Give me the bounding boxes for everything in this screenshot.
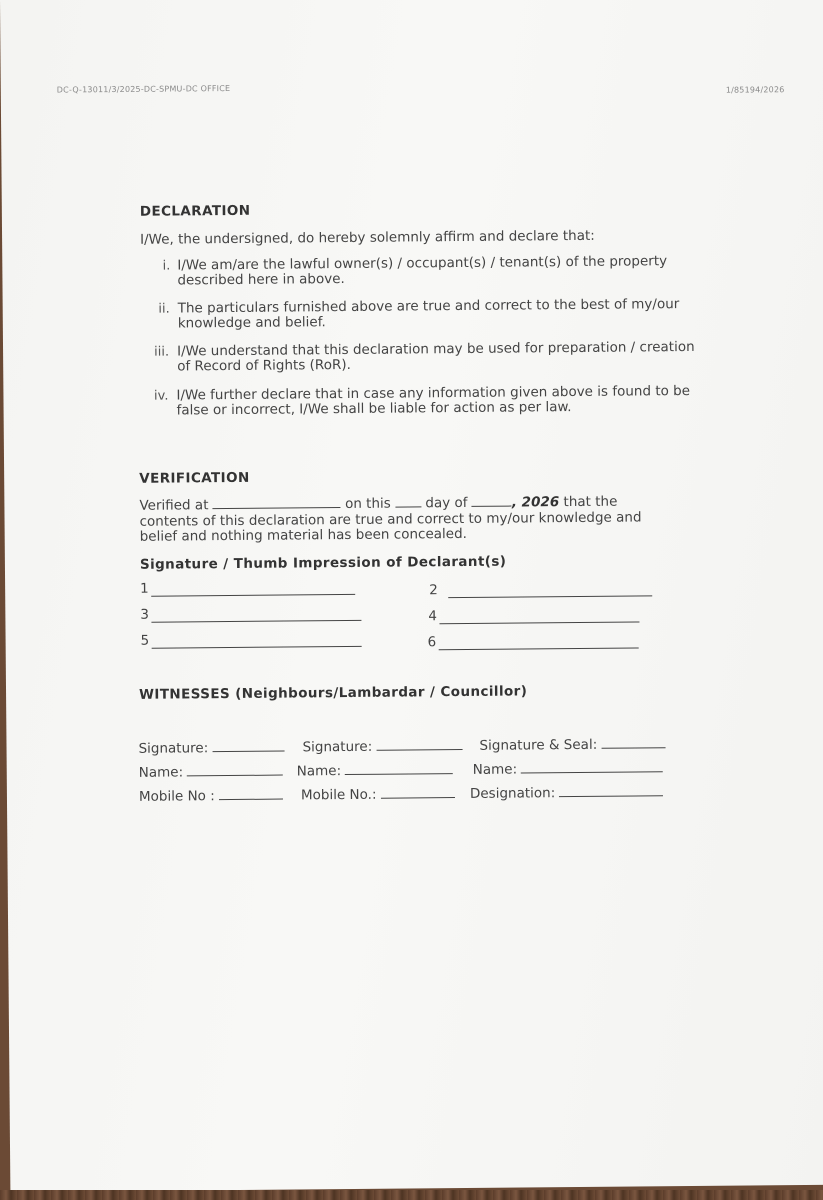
verification-heading: VERIFICATION: [139, 469, 250, 487]
designation-label: Designation:: [469, 785, 556, 802]
declarant-number: 5: [140, 632, 150, 649]
witnesses-heading: WITNESSES (Neighbours/Lambardar / Councillor): [138, 683, 528, 703]
designation-blank[interactable]: [559, 794, 663, 797]
verification-statement: that the contents of this declaration are true and correct to my/our knowledge and belief and nothing material has been concealed.: [139, 493, 642, 545]
name-label: Name:: [296, 763, 342, 780]
declarant-number: 3: [140, 606, 150, 623]
name-blank[interactable]: [345, 772, 453, 775]
name-label: Name:: [472, 761, 518, 778]
declaration-item-number: iii.: [154, 344, 170, 360]
declaration-heading: DECLARATION: [139, 202, 251, 220]
signature-blank[interactable]: [212, 750, 284, 753]
declaration-item-text: The particulars furnished above are true and correct to the best of my/our knowledge and belief.: [177, 296, 680, 332]
declaration-item-text: I/We understand that this declaration may be used for preparation / creation of Record of Rights (RoR).: [177, 338, 695, 375]
declarant-signature-1[interactable]: [140, 579, 355, 597]
declaration-item-text: I/We further declare that in case any information given above is found to be false or incorrect, I/We shall be liable for action as per law.: [176, 382, 691, 419]
declarant-signature-2[interactable]: [429, 580, 652, 598]
witness-3-designation[interactable]: [470, 784, 663, 802]
declarant-signature-4[interactable]: [428, 606, 639, 624]
mobile-blank[interactable]: [219, 798, 283, 801]
declaration-item-number: ii.: [158, 301, 170, 317]
signature-line[interactable]: [151, 619, 361, 623]
witness-1-mobile[interactable]: [139, 788, 283, 805]
declarant-number: 1: [140, 580, 149, 597]
declarant-signature-3[interactable]: [140, 605, 361, 623]
signature-line[interactable]: [438, 646, 638, 650]
witness-2-mobile[interactable]: [301, 786, 455, 803]
declaration-item-number: iv.: [153, 388, 169, 404]
day-of-label: day of: [425, 494, 468, 512]
signature-line[interactable]: [439, 620, 639, 624]
signature-line[interactable]: [151, 593, 355, 597]
place-blank[interactable]: [213, 506, 341, 509]
witness-1-name[interactable]: [139, 764, 284, 781]
year-text: , 2026: [511, 494, 560, 511]
reference-number-left: DC-Q-13011/3/2025-DC-SPMU-DC OFFICE: [56, 83, 231, 95]
declarant-number: 2: [429, 582, 438, 599]
witness-2-signature[interactable]: [302, 738, 462, 755]
witness-3-name[interactable]: [473, 760, 664, 778]
month-blank[interactable]: [472, 505, 512, 507]
day-blank[interactable]: [395, 505, 421, 507]
signature-blank[interactable]: [601, 746, 665, 749]
reference-number-right: 1/85194/2026: [725, 85, 785, 95]
on-this-label: on this: [344, 495, 391, 513]
declarant-signature-heading: Signature / Thumb Impression of Declarant(s): [139, 553, 507, 573]
declarant-number: 6: [427, 634, 437, 651]
declarant-number: 4: [428, 608, 438, 625]
witness-2-name[interactable]: [297, 762, 454, 779]
declarant-signature-5[interactable]: [141, 631, 362, 649]
declaration-item-text: I/We am/are the lawful owner(s) / occupant(s) / tenant(s) of the property described here in above.: [177, 253, 668, 289]
name-blank[interactable]: [521, 770, 663, 773]
mobile-label: Mobile No.:: [300, 786, 377, 804]
mobile-label: Mobile No :: [138, 788, 215, 805]
signature-blank[interactable]: [376, 748, 462, 751]
name-blank[interactable]: [187, 774, 283, 777]
mobile-blank[interactable]: [381, 796, 455, 799]
declaration-item-number: i.: [162, 258, 171, 274]
signature-label: Signature:: [138, 740, 209, 757]
signature-label: Signature:: [302, 738, 373, 756]
declaration-intro: I/We, the undersigned, do hereby solemnly affirm and declare that:: [140, 227, 595, 248]
signature-seal-label: Signature & Seal:: [479, 736, 598, 754]
signature-line[interactable]: [448, 594, 652, 598]
name-label: Name:: [138, 764, 184, 781]
declarant-signature-6[interactable]: [428, 632, 639, 650]
witness-3-signature-seal[interactable]: [479, 736, 665, 754]
witness-1-signature[interactable]: [138, 740, 284, 757]
signature-line[interactable]: [151, 645, 361, 649]
verified-at-label: Verified at: [139, 497, 209, 514]
verification-text: [139, 494, 679, 545]
table-surface-edge: [0, 1190, 823, 1200]
